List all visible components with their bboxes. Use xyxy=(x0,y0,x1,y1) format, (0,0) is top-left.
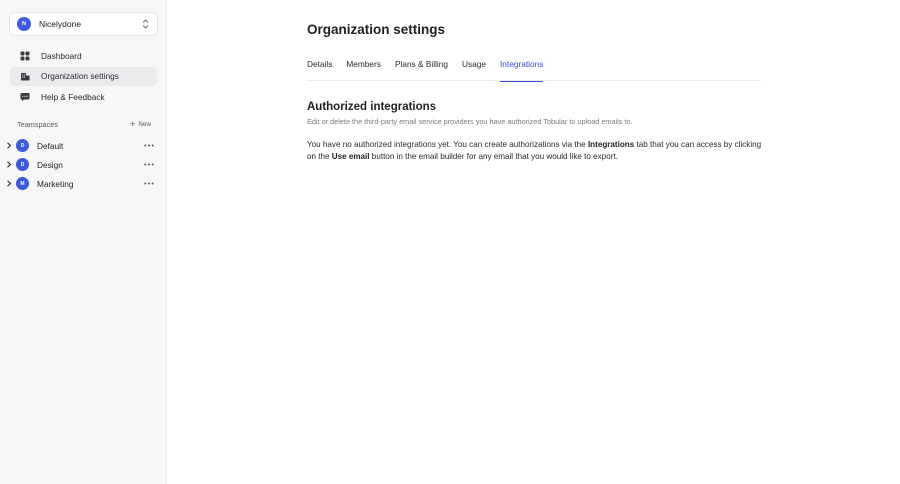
empty-state-text: tab that you can access by clicking on the xyxy=(307,140,762,161)
sidebar-item-help-feedback[interactable] xyxy=(10,87,157,106)
section-subtitle: Edit or delete the third-party email service providers you have authorized Tobular to upload emails to. xyxy=(307,117,633,126)
teamspace-list xyxy=(5,136,155,193)
chevron-right-icon[interactable] xyxy=(5,161,13,169)
sidebar xyxy=(0,0,167,484)
teamspace-avatar: D xyxy=(16,139,29,152)
sidebar-item-label: Dashboard xyxy=(41,50,82,61)
workspace-switcher[interactable] xyxy=(9,12,158,36)
section-title: Authorized integrations xyxy=(307,101,437,113)
teamspace-item-default[interactable] xyxy=(5,136,155,155)
teamspaces-title: Teamspaces xyxy=(17,120,58,129)
building-icon xyxy=(20,71,30,81)
tab-plans-billing[interactable]: Plans & Billing xyxy=(394,59,448,69)
teamspace-name: Design xyxy=(37,159,63,170)
sidebar-item-organization-settings[interactable] xyxy=(10,67,157,86)
plus-icon: + xyxy=(130,119,136,129)
sidebar-nav xyxy=(10,46,157,108)
teamspace-name: Marketing xyxy=(37,178,74,189)
use-email-emphasis: Use email xyxy=(331,152,370,161)
empty-state-text: button in the email builder for any email that you would like to export. xyxy=(369,152,618,161)
tab-details[interactable]: Details xyxy=(307,59,333,69)
new-teamspace-button[interactable] xyxy=(130,121,151,128)
workspace-avatar: N xyxy=(17,17,31,31)
chat-icon xyxy=(20,92,30,102)
teamspaces-header xyxy=(17,120,151,129)
new-teamspace-label: New xyxy=(138,121,151,128)
chevron-up-down-icon xyxy=(141,19,149,29)
chevron-right-icon[interactable] xyxy=(5,180,13,188)
chevron-right-icon[interactable] xyxy=(5,142,13,150)
teamspace-item-design[interactable] xyxy=(5,155,155,174)
workspace-name: Nicelydone xyxy=(39,19,82,29)
sidebar-item-dashboard[interactable] xyxy=(10,46,157,65)
sidebar-item-label: Help & Feedback xyxy=(41,91,105,102)
more-options-icon[interactable] xyxy=(143,142,155,150)
teamspace-avatar: D xyxy=(16,158,29,171)
dashboard-icon xyxy=(20,51,30,61)
settings-tabs xyxy=(307,52,761,81)
empty-state-text: You have no authorized integrations yet. You can create authorizations via the xyxy=(307,140,588,149)
teamspace-name: Default xyxy=(37,140,64,151)
more-options-icon[interactable] xyxy=(143,180,155,188)
teamspace-item-marketing[interactable] xyxy=(5,174,155,193)
more-options-icon[interactable] xyxy=(143,161,155,169)
tab-integrations[interactable]: Integrations xyxy=(500,52,543,81)
sidebar-item-label: Organization settings xyxy=(41,71,119,81)
empty-state-message xyxy=(307,139,765,163)
teamspace-avatar: M xyxy=(16,177,29,190)
integrations-emphasis: Integrations xyxy=(587,140,635,149)
tab-usage[interactable]: Usage xyxy=(462,59,486,69)
tab-members[interactable]: Members xyxy=(346,59,381,69)
main-content xyxy=(167,0,900,484)
page-title: Organization settings xyxy=(307,22,446,37)
